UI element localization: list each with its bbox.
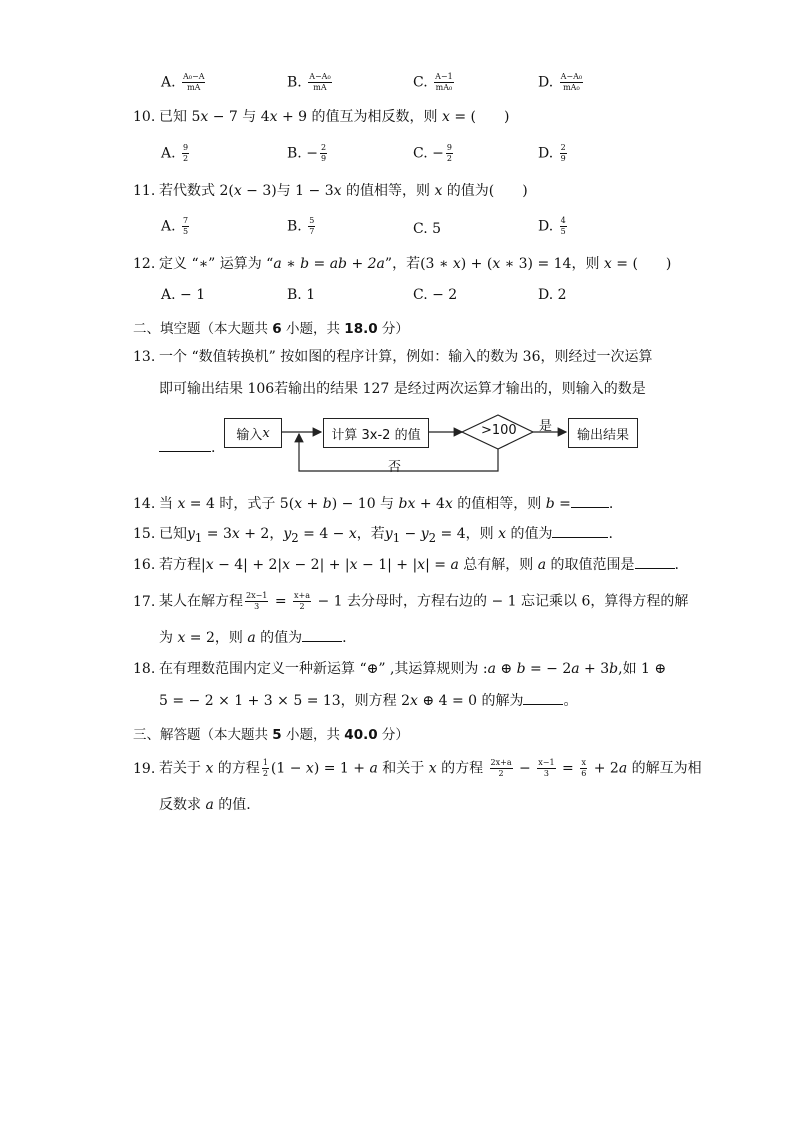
text: .	[608, 496, 614, 512]
option-label: B.	[287, 74, 302, 91]
text: 总有解，则	[458, 557, 538, 573]
text: = 2，则	[185, 630, 248, 646]
q12-option-d[interactable]: D. 2	[538, 287, 567, 303]
option-label: C.	[413, 145, 428, 162]
q12-option-b[interactable]: B. 1	[287, 287, 316, 303]
fraction	[293, 591, 311, 612]
option-label: D.	[538, 145, 554, 162]
var: a	[537, 557, 547, 573]
denominator: 2	[262, 769, 268, 778]
text: ∗ 3) = 14，则	[500, 256, 604, 272]
denominator: 3	[254, 602, 260, 611]
answer-blank[interactable]	[302, 627, 342, 642]
var: x	[452, 256, 461, 272]
text: − 4| + 2|	[213, 557, 283, 573]
numerator: A₀−A	[183, 72, 205, 81]
var: a	[247, 630, 256, 646]
var: a	[487, 661, 496, 677]
var: x	[603, 256, 612, 272]
numerator: 5	[309, 216, 315, 225]
flow-yes-label: 是	[539, 419, 553, 434]
var: x	[177, 496, 186, 512]
question-19-line-1	[133, 758, 702, 779]
option-label: C. 5	[413, 221, 442, 237]
sign: −	[306, 145, 318, 162]
question-number: 14.	[133, 496, 156, 512]
question-13-line-2: 即可输出结果 106若输出的结果 127 是经过两次运算才输出的，则输入的数是	[159, 381, 646, 397]
var: a	[571, 661, 580, 677]
var: y	[384, 526, 393, 542]
var: a	[618, 760, 628, 777]
text: −	[400, 526, 421, 542]
var: y	[283, 526, 292, 542]
var: a	[369, 760, 378, 777]
question-18-line-1	[133, 659, 666, 679]
var: x	[441, 109, 450, 125]
var: x	[417, 557, 426, 573]
text: .	[211, 440, 216, 456]
var: x	[205, 557, 214, 573]
text: = ( )	[449, 109, 510, 125]
count: 5	[272, 727, 282, 743]
numerator: 1	[262, 758, 268, 767]
denominator: mA₀	[563, 83, 580, 92]
text: − 2| + |	[290, 557, 350, 573]
numerator: 2	[320, 143, 327, 152]
text: −	[514, 760, 536, 777]
denominator: 5	[560, 227, 566, 236]
denominator: 2	[183, 154, 189, 163]
text: = 4 时，式子 5(	[185, 496, 295, 512]
question-number: 15.	[133, 526, 156, 542]
text: .	[608, 526, 613, 542]
var: x	[294, 496, 303, 512]
text: 若方程|	[159, 557, 206, 573]
section-solution-header	[133, 723, 409, 743]
flow-condition-label: >100	[481, 423, 517, 438]
var: x	[349, 557, 358, 573]
flow-no-label: 否	[388, 460, 402, 475]
var: y	[420, 526, 429, 542]
text: 的值相等，则	[341, 183, 435, 199]
sign: −	[432, 145, 444, 162]
var: x	[410, 693, 418, 709]
text: 某人在解方程	[159, 593, 243, 610]
fraction	[245, 591, 268, 612]
var: a	[205, 797, 214, 813]
denominator: 9	[560, 154, 566, 163]
text: = 4，则	[436, 526, 499, 542]
var: b	[609, 661, 619, 677]
var: x	[200, 109, 209, 125]
option-label: C.	[413, 74, 428, 91]
question-17-line-1	[133, 591, 688, 612]
text: 定义 “∗” 运算为 “	[159, 256, 274, 272]
text: 的方程	[213, 760, 260, 777]
var: x	[177, 630, 186, 646]
text: | =	[425, 557, 451, 573]
option-label: A.	[161, 74, 176, 91]
q12-option-c[interactable]: C. − 2	[413, 287, 458, 303]
numerator: A−1	[435, 72, 453, 81]
q12-option-a[interactable]: A. − 1	[161, 287, 206, 303]
numerator: x+a	[294, 591, 311, 600]
text: 若代数式 2(	[159, 183, 234, 199]
var: x	[407, 496, 416, 512]
text: 已知 5	[159, 109, 201, 125]
text: + 2	[589, 760, 619, 777]
count: 6	[272, 321, 282, 337]
text: 的取值范围是	[546, 557, 635, 573]
text: 已知	[159, 526, 187, 542]
text: +	[302, 496, 323, 512]
text: + 9 的值互为相反数，则	[277, 109, 442, 125]
text: 的值为	[255, 630, 303, 646]
text: 的值为( )	[442, 183, 528, 199]
text: 的方程	[436, 760, 488, 777]
text: (1 −	[270, 760, 306, 777]
subscript: 1	[194, 530, 203, 545]
text: = ( )	[611, 256, 672, 272]
score: 18.0	[344, 321, 378, 337]
var: x	[233, 183, 242, 199]
numerator: 9	[446, 143, 452, 152]
var: x	[428, 760, 437, 777]
text: ⊕	[495, 661, 517, 677]
text: 的值.	[213, 797, 251, 813]
question-number: 13.	[133, 349, 156, 365]
numerator: 2x+a	[490, 758, 512, 767]
text: + 2，	[239, 526, 284, 542]
var: b	[322, 496, 332, 512]
numerator: A−A₀	[309, 72, 331, 81]
var: b	[516, 661, 526, 677]
question-number: 18.	[133, 661, 156, 677]
score: 40.0	[344, 727, 378, 743]
var: y	[187, 526, 195, 542]
flow-output-box: 输出结果	[568, 418, 638, 448]
text: =	[270, 593, 292, 610]
question-15	[133, 523, 613, 548]
flow-input-box	[224, 418, 282, 448]
text: 5 = − 2 × 1 + 3 × 5 = 13，则方程 2	[159, 693, 411, 709]
numerator: 9	[183, 143, 189, 152]
text: − 1 去分母时，方程右边的 − 1 忘记乘以 6，算得方程的解	[313, 593, 689, 610]
fraction	[537, 758, 555, 779]
answer-blank[interactable]	[635, 554, 675, 569]
denominator: 3	[543, 769, 549, 778]
denominator: mA₀	[435, 83, 453, 92]
numerator: 2	[560, 143, 566, 152]
subscript: 1	[392, 530, 401, 545]
question-16	[133, 554, 679, 575]
text: ⊕ 4 = 0 的解为	[417, 693, 524, 709]
text: = 3	[202, 526, 232, 542]
question-number: 17.	[133, 593, 156, 610]
var: x	[262, 425, 270, 441]
question-19-line-2	[159, 795, 251, 815]
text: .	[674, 557, 679, 573]
text: − 7 与 4	[208, 109, 270, 125]
var: b	[398, 496, 408, 512]
text: 反数求	[159, 797, 206, 813]
denominator: 9	[320, 154, 327, 163]
answer-blank[interactable]	[552, 523, 608, 538]
question-number: 19.	[133, 760, 156, 777]
var: x	[444, 496, 453, 512]
text: − 1| + |	[357, 557, 418, 573]
subscript: 2	[428, 530, 437, 545]
numerator: x−1	[538, 758, 555, 767]
text: .	[342, 630, 347, 646]
text: 的值相等，则	[452, 496, 546, 512]
denominator: mA	[313, 83, 327, 92]
text: =	[554, 496, 571, 512]
text: 分）	[377, 727, 409, 743]
text: ) + (	[460, 256, 493, 272]
formula: a ∗ b = ab + 2a	[273, 256, 385, 272]
numerator: 4	[560, 216, 566, 225]
flow-compute-box: 计算 3x-2 的值	[323, 418, 429, 448]
denominator: 2	[498, 769, 504, 778]
denominator: 2	[446, 154, 452, 163]
text: ”，若(3 ∗	[384, 256, 453, 272]
option-label: B.	[287, 145, 302, 162]
text: 的值为	[506, 526, 553, 542]
option-label: A.	[161, 218, 176, 235]
text: + 3	[579, 661, 610, 677]
denominator: 5	[183, 227, 189, 236]
fraction	[262, 758, 269, 779]
text: 输入	[236, 427, 263, 443]
text: ) − 10 与	[331, 496, 399, 512]
denominator: 2	[299, 602, 305, 611]
question-number: 11.	[133, 183, 156, 199]
var: b	[545, 496, 555, 512]
text: 若关于	[159, 760, 206, 777]
denominator: 6	[581, 769, 587, 778]
text: 。	[563, 693, 578, 709]
subscript: 2	[291, 530, 299, 545]
text: ，若	[356, 526, 385, 542]
text: 三、解答题（本大题共	[133, 727, 273, 743]
text: = 4 −	[298, 526, 349, 542]
var: a	[450, 557, 459, 573]
var: x	[348, 526, 357, 542]
denominator: 7	[309, 227, 315, 236]
numerator: A−A₀	[560, 72, 583, 81]
var: x	[269, 109, 278, 125]
option-label: B.	[287, 218, 302, 235]
answer-blank[interactable]	[523, 690, 563, 705]
var: x	[282, 557, 291, 573]
var: x	[333, 183, 342, 199]
text: 小题，共	[281, 321, 345, 337]
text: + 4	[415, 496, 445, 512]
question-17-line-2	[159, 627, 347, 648]
question-18-line-2	[159, 690, 577, 711]
numerator: x	[581, 758, 586, 767]
text: 的解互为相	[627, 760, 702, 777]
option-label: D.	[538, 74, 554, 91]
var: x	[231, 526, 240, 542]
var: x	[498, 526, 506, 542]
text: ) = 1 +	[313, 760, 370, 777]
question-number: 16.	[133, 557, 156, 573]
text: 为	[159, 630, 178, 646]
question-number: 10.	[133, 109, 156, 125]
var: x	[434, 183, 443, 199]
numerator: 2x−1	[246, 591, 268, 600]
option-label: A.	[161, 145, 176, 162]
text: − 3)与 1 − 3	[241, 183, 334, 199]
var: x	[492, 256, 501, 272]
var: x	[305, 760, 314, 777]
text: = − 2	[525, 661, 572, 677]
question-number: 12.	[133, 256, 156, 272]
fraction	[580, 758, 587, 779]
text: 当	[159, 496, 178, 512]
denominator: mA	[187, 83, 201, 92]
answer-blank[interactable]	[571, 493, 609, 508]
option-label: D.	[538, 218, 554, 235]
text: 分）	[377, 321, 409, 337]
text: 小题，共	[281, 727, 345, 743]
text: =	[557, 760, 579, 777]
fraction	[490, 758, 513, 779]
question-14	[133, 493, 613, 514]
var: x	[205, 760, 214, 777]
text: 二、填空题（本大题共	[133, 321, 273, 337]
text: ,如 1 ⊕	[618, 661, 667, 677]
text: 和关于	[377, 760, 429, 777]
text: 一个 “数值转换机” 按如图的程序计算，例如：输入的数为 36，则经过一次运算	[159, 349, 653, 365]
numerator: 7	[183, 216, 189, 225]
text: 在有理数范围内定义一种新运算 “⊕” ,其运算规则为 :	[159, 661, 488, 677]
